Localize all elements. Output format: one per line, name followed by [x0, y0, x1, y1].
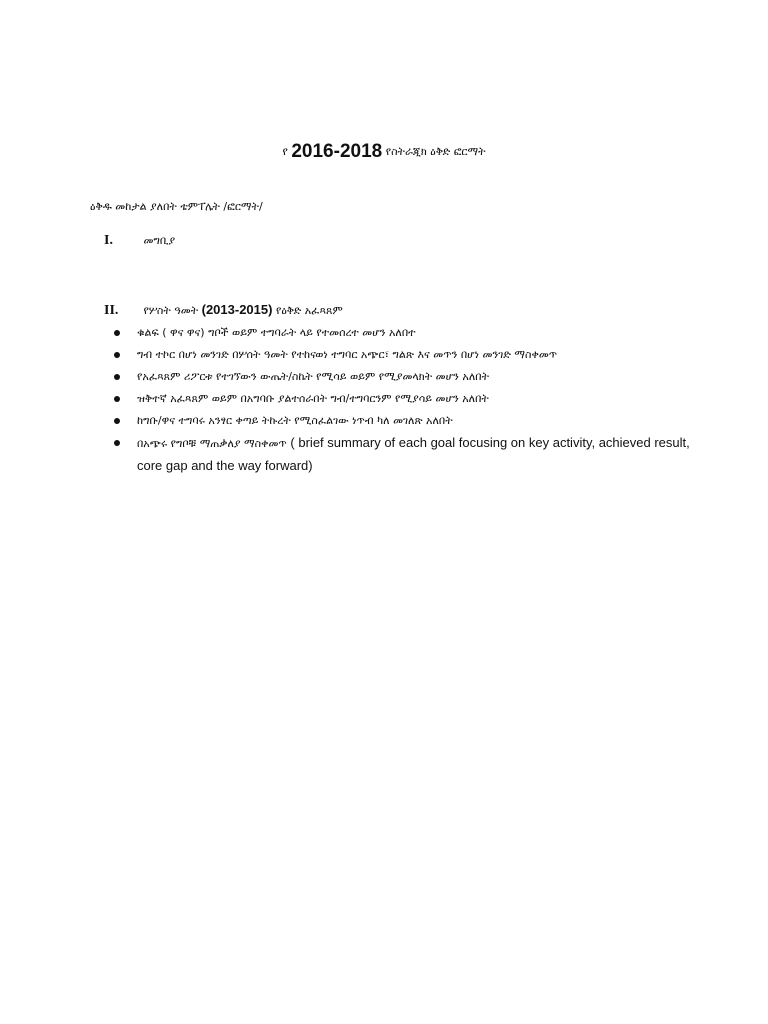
- bullet-icon: [114, 440, 120, 446]
- list-item-text: ቁልፍ ( ዋና ዋና) ግቦች ወይም ተግባራት ላይ የተመሰረተ መሆን አለበተ: [137, 326, 416, 339]
- bullet-icon: [114, 374, 120, 380]
- section-title-after: የዕቅድ አፈጻጸም: [275, 304, 343, 317]
- list-item-english-note: ( brief summary of each goal focusing on key activity, achieved result, core gap and the way forward): [137, 435, 690, 473]
- list-item: [110, 344, 690, 366]
- bullet-icon: [114, 352, 120, 358]
- list-item: [110, 322, 690, 344]
- list-item: [110, 432, 690, 478]
- section-heading-1: [104, 232, 175, 250]
- section-title-before: የሦስት ዓመት: [143, 304, 199, 317]
- section-title: [144, 301, 343, 320]
- bullet-icon: [114, 330, 120, 336]
- document-title: [0, 140, 768, 164]
- section-title: መግቢያ: [143, 234, 176, 247]
- list-item-text: ዝቅተኛ አፈጻጸም ወይም በአግባቡ ያልተሰራበት ግብ/ተግባርንም የሚያሳይ መሆን አለበት: [137, 392, 489, 405]
- section-numeral: II.: [104, 303, 119, 318]
- list-item: [110, 410, 690, 432]
- list-item-text: ከግቡ/ዋና ተግባሩ አንፃር ቀጣይ ትኩረት የሚስፈልገው ነጥብ ካለ መገለጽ አለበት: [137, 414, 453, 427]
- title-years: 2016-2018: [291, 141, 383, 162]
- list-item-text: ግብ ተኮር በሆነ መንገድ በሦሰት ዓመት የተከናወነ ተግባር አጭር፣ ግልጽ እና መጥን በሆነ መንገድ ማስቀመጥ: [137, 348, 558, 361]
- bullet-icon: [114, 396, 120, 402]
- bullet-list: [110, 322, 690, 478]
- section-heading-2: [104, 301, 343, 320]
- title-suffix: የስትራጂክ ዕቅድ ፎርማት: [385, 145, 486, 158]
- section-title-years: (2013-2015): [201, 302, 273, 317]
- bullet-icon: [114, 418, 120, 424]
- section-numeral: I.: [104, 233, 113, 248]
- list-item: [110, 388, 690, 410]
- list-item: [110, 366, 690, 388]
- list-item-text: የአፈጻጸም ሪፖርቱ የተገኘውን ውጤት/ስኬት የሚሳይ ወይም የሚያመላክት መሆን አለበት: [137, 370, 489, 383]
- list-item-text: በአጭሩ የግቦቹ ማጠቃለያ ማስቀመጥ: [137, 437, 287, 450]
- title-prefix: የ: [282, 145, 288, 158]
- intro-line: ዕቅዱ መከታል ያለበት ቴምፐሌት /ፎርማት/: [90, 200, 263, 213]
